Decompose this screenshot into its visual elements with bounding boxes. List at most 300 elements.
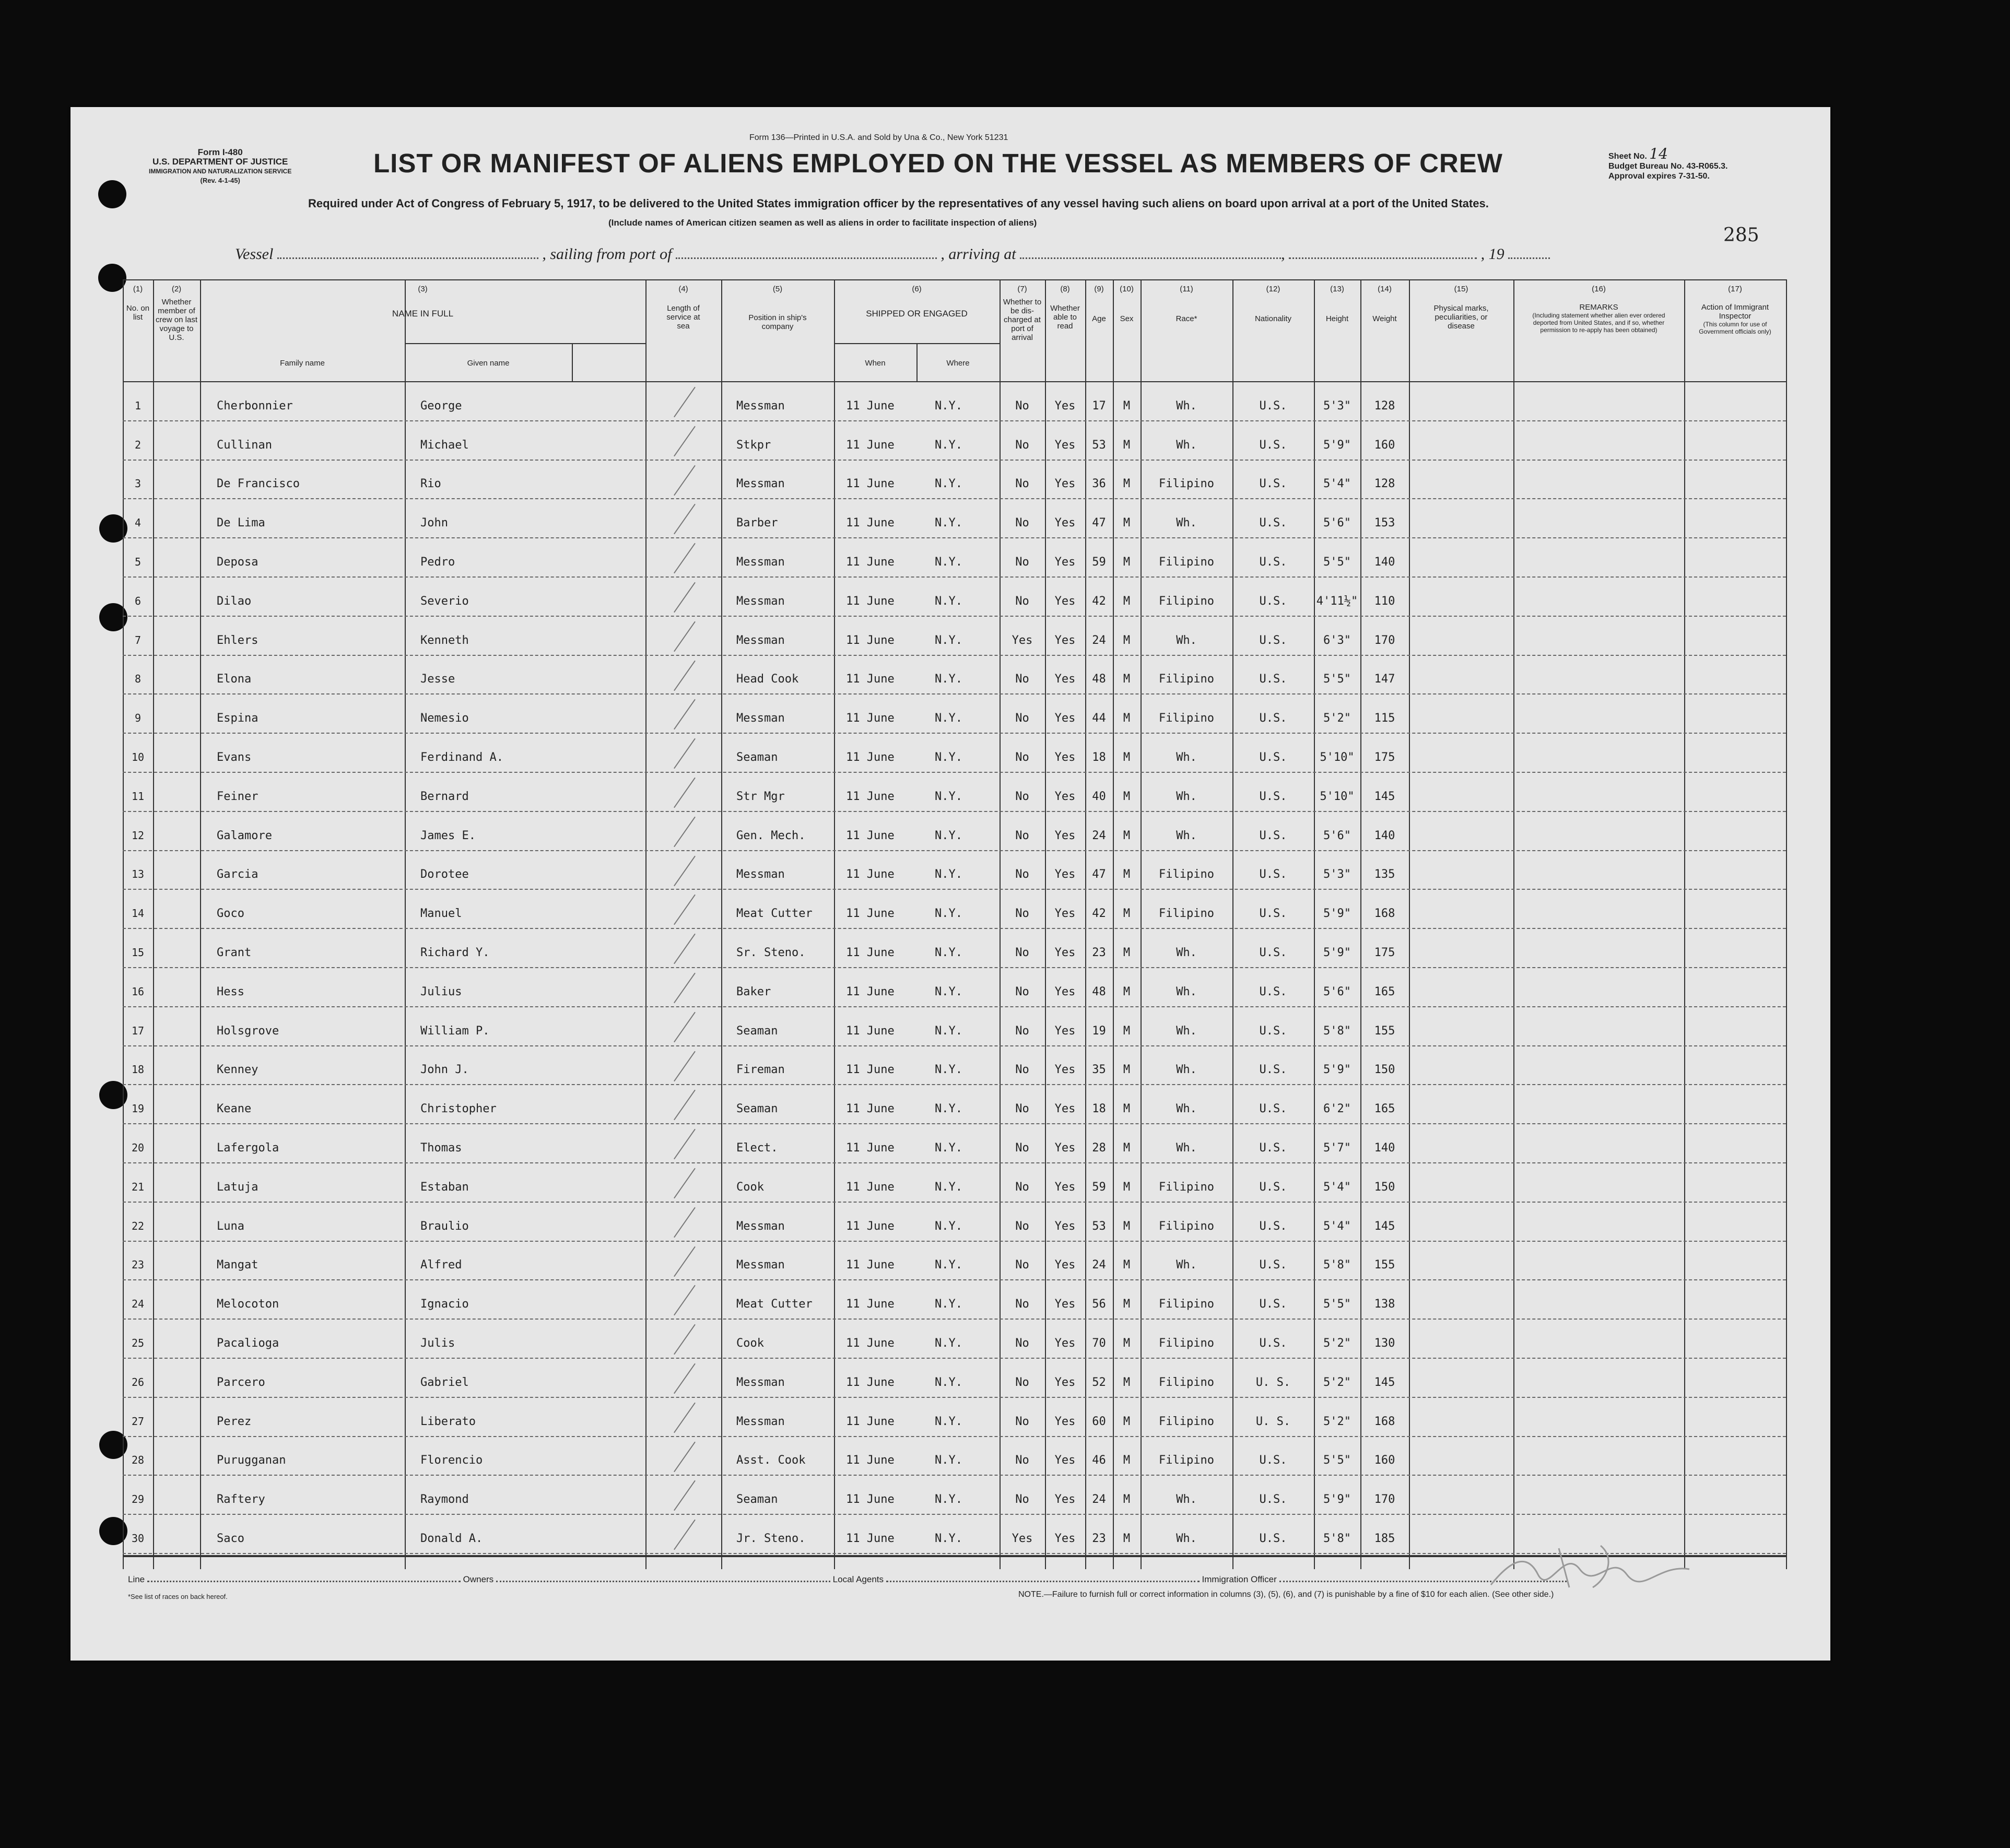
cell-family: Galamore bbox=[217, 829, 272, 842]
row-separator bbox=[123, 460, 1786, 461]
cell-discharged: No bbox=[1015, 790, 1029, 803]
cell-nationality: U.S. bbox=[1259, 1219, 1287, 1233]
cell-read: Yes bbox=[1054, 633, 1076, 647]
cell-nationality: U.S. bbox=[1259, 946, 1287, 959]
cell-no: 8 bbox=[134, 673, 142, 686]
cell-sex: M bbox=[1123, 1298, 1131, 1311]
cell-given: Estaban bbox=[420, 1180, 469, 1194]
cell-where: N.Y. bbox=[935, 1258, 962, 1272]
cell-sex: M bbox=[1123, 868, 1131, 881]
cell-read: Yes bbox=[1054, 594, 1076, 608]
cell-discharged: No bbox=[1015, 1375, 1029, 1389]
cell-where: N.Y. bbox=[935, 1024, 962, 1038]
cell-no: 16 bbox=[131, 985, 145, 998]
row-separator bbox=[123, 1084, 1786, 1085]
cell-age: 40 bbox=[1092, 790, 1106, 803]
cell-sex: M bbox=[1123, 790, 1131, 803]
cell-read: Yes bbox=[1054, 399, 1076, 413]
printer-line: Form 136—Printed in U.S.A. and Sold by Una & Co., New York 51231 bbox=[749, 133, 1008, 142]
cell-no: 11 bbox=[131, 790, 145, 803]
cell-race: Filipino bbox=[1159, 1298, 1214, 1311]
cell-read: Yes bbox=[1054, 712, 1076, 725]
cell-age: 24 bbox=[1092, 1258, 1106, 1272]
cell-discharged: No bbox=[1015, 1258, 1029, 1272]
cell-race: Filipino bbox=[1159, 594, 1214, 608]
cell-position: Messman bbox=[736, 399, 785, 413]
crew-table bbox=[123, 279, 1786, 1569]
cell-position: Messman bbox=[736, 1375, 785, 1389]
cell-discharged: No bbox=[1015, 1337, 1029, 1350]
row-separator bbox=[123, 850, 1786, 851]
cell-when: 11 June bbox=[846, 1337, 895, 1350]
cell-height: 6'3" bbox=[1323, 633, 1351, 647]
cell-sex: M bbox=[1123, 829, 1131, 842]
header-given-name: Given name bbox=[467, 359, 510, 368]
cell-given: Raymond bbox=[420, 1493, 469, 1506]
cell-position: Baker bbox=[736, 985, 771, 998]
cell-age: 28 bbox=[1092, 1141, 1106, 1155]
cell-no: 23 bbox=[131, 1258, 145, 1272]
cell-no: 24 bbox=[131, 1298, 145, 1311]
cell-no: 10 bbox=[131, 751, 145, 763]
cell-discharged: No bbox=[1015, 556, 1029, 569]
cell-sex: M bbox=[1123, 594, 1131, 608]
cell-where: N.Y. bbox=[935, 673, 962, 686]
cell-discharged: No bbox=[1015, 1219, 1029, 1233]
cell-read: Yes bbox=[1054, 907, 1076, 921]
cell-nationality: U.S. bbox=[1259, 751, 1287, 764]
cell-when: 11 June bbox=[846, 985, 895, 998]
cell-race: Wh. bbox=[1176, 1532, 1197, 1545]
cell-discharged: Yes bbox=[1012, 633, 1033, 647]
cell-read: Yes bbox=[1054, 1063, 1076, 1077]
cell-family: Mangat bbox=[217, 1258, 258, 1272]
cell-given: Manuel bbox=[420, 907, 462, 921]
cell-sex: M bbox=[1123, 1258, 1131, 1272]
cell-where: N.Y. bbox=[935, 1219, 962, 1233]
cell-where: N.Y. bbox=[935, 985, 962, 998]
cell-no: 15 bbox=[131, 946, 145, 959]
cell-sex: M bbox=[1123, 1532, 1131, 1545]
cell-position: Messman bbox=[736, 868, 785, 881]
cell-weight: 160 bbox=[1374, 438, 1395, 452]
cell-where: N.Y. bbox=[935, 946, 962, 959]
cell-read: Yes bbox=[1054, 516, 1076, 530]
cell-family: Cullinan bbox=[217, 438, 272, 452]
races-note: *See list of races on back hereof. bbox=[128, 1593, 228, 1600]
row-separator bbox=[123, 733, 1786, 734]
cell-where: N.Y. bbox=[935, 1102, 962, 1116]
cell-height: 5'10" bbox=[1320, 751, 1355, 764]
cell-sex: M bbox=[1123, 985, 1131, 998]
cell-age: 59 bbox=[1092, 1180, 1106, 1194]
cell-position: Meat Cutter bbox=[736, 1298, 813, 1311]
cell-position: Messman bbox=[736, 633, 785, 647]
cell-read: Yes bbox=[1054, 1024, 1076, 1038]
cell-when: 11 June bbox=[846, 1141, 895, 1155]
cell-position: Seaman bbox=[736, 751, 778, 764]
cell-race: Wh. bbox=[1176, 633, 1197, 647]
cell-age: 47 bbox=[1092, 516, 1106, 530]
cell-when: 11 June bbox=[846, 1375, 895, 1389]
cell-family: Cherbonnier bbox=[217, 399, 293, 413]
cell-age: 47 bbox=[1092, 868, 1106, 881]
cell-weight: 165 bbox=[1374, 1102, 1395, 1116]
cell-age: 18 bbox=[1092, 1102, 1106, 1116]
cell-sex: M bbox=[1123, 1180, 1131, 1194]
cell-position: Seaman bbox=[736, 1102, 778, 1116]
cell-age: 42 bbox=[1092, 594, 1106, 608]
cell-when: 11 June bbox=[846, 1258, 895, 1272]
cell-nationality: U.S. bbox=[1259, 556, 1287, 569]
cell-nationality: U.S. bbox=[1259, 1141, 1287, 1155]
cell-when: 11 June bbox=[846, 1180, 895, 1194]
cell-sex: M bbox=[1123, 907, 1131, 921]
cell-given: Severio bbox=[420, 594, 469, 608]
cell-when: 11 June bbox=[846, 1415, 895, 1428]
cell-height: 5'7" bbox=[1323, 1141, 1351, 1155]
cell-position: Messman bbox=[736, 556, 785, 569]
header-where: Where bbox=[946, 359, 970, 368]
service-tick-mark bbox=[674, 621, 696, 652]
cell-read: Yes bbox=[1054, 1415, 1076, 1428]
cell-nationality: U.S. bbox=[1259, 985, 1287, 998]
cell-sex: M bbox=[1123, 1102, 1131, 1116]
service-tick-mark bbox=[674, 660, 696, 690]
punch-hole bbox=[98, 264, 126, 292]
cell-race: Filipino bbox=[1159, 1454, 1214, 1467]
page-number: 285 bbox=[1723, 225, 1759, 246]
cell-read: Yes bbox=[1054, 1337, 1076, 1350]
service-tick-mark bbox=[674, 1520, 696, 1550]
cell-nationality: U.S. bbox=[1259, 594, 1287, 608]
cell-when: 11 June bbox=[846, 907, 895, 921]
cell-position: Seaman bbox=[736, 1493, 778, 1506]
cell-nationality: U.S. bbox=[1259, 1024, 1287, 1038]
cell-read: Yes bbox=[1054, 556, 1076, 569]
cell-height: 5'2" bbox=[1323, 1375, 1351, 1389]
cell-no: 22 bbox=[131, 1219, 145, 1232]
header-action: (17) Action of Immigrant Inspector (This column for use of Government officials only) bbox=[1699, 285, 1771, 335]
cell-given: Rio bbox=[420, 477, 441, 491]
cell-discharged: No bbox=[1015, 907, 1029, 921]
cell-sex: M bbox=[1123, 1415, 1131, 1428]
cell-no: 19 bbox=[131, 1102, 145, 1115]
cell-discharged: No bbox=[1015, 594, 1029, 608]
cell-height: 5'9" bbox=[1323, 1493, 1351, 1506]
cell-given: John bbox=[420, 516, 448, 530]
cell-family: Evans bbox=[217, 751, 252, 764]
cell-nationality: U. S. bbox=[1255, 1415, 1291, 1428]
cell-no: 28 bbox=[131, 1454, 145, 1467]
cell-race: Wh. bbox=[1176, 399, 1197, 413]
cell-discharged: No bbox=[1015, 438, 1029, 452]
cell-race: Wh. bbox=[1176, 1024, 1197, 1038]
cell-weight: 168 bbox=[1374, 907, 1395, 921]
row-separator bbox=[123, 1279, 1786, 1280]
cell-sex: M bbox=[1123, 516, 1131, 530]
service-tick-mark bbox=[674, 973, 696, 1003]
cell-race: Wh. bbox=[1176, 985, 1197, 998]
cell-nationality: U.S. bbox=[1259, 1258, 1287, 1272]
punch-hole bbox=[98, 180, 126, 208]
manifest-sheet bbox=[70, 107, 1830, 1661]
cell-no: 5 bbox=[134, 556, 142, 568]
cell-family: Feiner bbox=[217, 790, 258, 803]
cell-age: 48 bbox=[1092, 985, 1106, 998]
cell-age: 17 bbox=[1092, 399, 1106, 413]
header-discharged: (7) Whether to be dis-charged at port of arrival bbox=[1003, 285, 1042, 342]
cell-weight: 145 bbox=[1374, 1219, 1395, 1233]
cell-no: 9 bbox=[134, 712, 142, 725]
header-age: (9) Age bbox=[1092, 285, 1106, 323]
row-separator bbox=[123, 498, 1786, 499]
cell-family: De Francisco bbox=[217, 477, 300, 491]
sheet-number: 14 bbox=[1649, 145, 1668, 162]
cell-age: 60 bbox=[1092, 1415, 1106, 1428]
cell-position: Messman bbox=[736, 1258, 785, 1272]
cell-read: Yes bbox=[1054, 1532, 1076, 1545]
cell-no: 29 bbox=[131, 1493, 145, 1506]
cell-sex: M bbox=[1123, 477, 1131, 491]
cell-where: N.Y. bbox=[935, 477, 962, 491]
cell-discharged: No bbox=[1015, 829, 1029, 842]
cell-nationality: U.S. bbox=[1259, 1298, 1287, 1311]
cell-given: Alfred bbox=[420, 1258, 462, 1272]
cell-where: N.Y. bbox=[935, 438, 962, 452]
cell-nationality: U.S. bbox=[1259, 907, 1287, 921]
cell-weight: 135 bbox=[1374, 868, 1395, 881]
service-tick-mark bbox=[674, 894, 696, 925]
cell-age: 19 bbox=[1092, 1024, 1106, 1038]
cell-read: Yes bbox=[1054, 438, 1076, 452]
cell-where: N.Y. bbox=[935, 516, 962, 530]
cell-family: Grant bbox=[217, 946, 252, 959]
service-tick-mark bbox=[674, 1090, 696, 1120]
cell-height: 5'6" bbox=[1323, 985, 1351, 998]
cell-position: Messman bbox=[736, 594, 785, 608]
cell-when: 11 June bbox=[846, 790, 895, 803]
cell-read: Yes bbox=[1054, 790, 1076, 803]
cell-family: Melocoton bbox=[217, 1298, 279, 1311]
cell-weight: 140 bbox=[1374, 829, 1395, 842]
cell-position: Fireman bbox=[736, 1063, 785, 1077]
cell-discharged: No bbox=[1015, 868, 1029, 881]
cell-position: Gen. Mech. bbox=[736, 829, 806, 842]
cell-where: N.Y. bbox=[935, 751, 962, 764]
cell-family: Garcia bbox=[217, 868, 258, 881]
cell-height: 5'2" bbox=[1323, 1415, 1351, 1428]
cell-family: Saco bbox=[217, 1532, 244, 1545]
cell-discharged: No bbox=[1015, 477, 1029, 491]
cell-height: 5'5" bbox=[1323, 1454, 1351, 1467]
cell-where: N.Y. bbox=[935, 1415, 962, 1428]
row-separator bbox=[123, 1202, 1786, 1203]
cell-position: Cook bbox=[736, 1180, 764, 1194]
include-note: (Include names of American citizen seamen as well as aliens in order to facilitate inspection of aliens) bbox=[608, 218, 1037, 228]
cell-position: Elect. bbox=[736, 1141, 778, 1155]
cell-where: N.Y. bbox=[935, 1298, 962, 1311]
row-separator bbox=[123, 1358, 1786, 1359]
cell-age: 53 bbox=[1092, 1219, 1106, 1233]
cell-age: 70 bbox=[1092, 1337, 1106, 1350]
cell-age: 24 bbox=[1092, 829, 1106, 842]
cell-when: 11 June bbox=[846, 1493, 895, 1506]
header-last-voyage: (2) Whether member of crew on last voyage to U.S. bbox=[155, 285, 198, 342]
cell-read: Yes bbox=[1054, 1493, 1076, 1506]
cell-position: Messman bbox=[736, 712, 785, 725]
cell-no: 7 bbox=[134, 633, 142, 646]
cell-weight: 115 bbox=[1374, 712, 1395, 725]
cell-race: Wh. bbox=[1176, 1493, 1197, 1506]
cell-where: N.Y. bbox=[935, 1375, 962, 1389]
cell-position: Str Mgr bbox=[736, 790, 785, 803]
cell-race: Filipino bbox=[1159, 1375, 1214, 1389]
cell-sex: M bbox=[1123, 751, 1131, 764]
cell-discharged: No bbox=[1015, 516, 1029, 530]
cell-when: 11 June bbox=[846, 1063, 895, 1077]
header-nationality: (12) Nationality bbox=[1254, 285, 1292, 323]
cell-discharged: No bbox=[1015, 673, 1029, 686]
cell-given: Nemesio bbox=[420, 712, 469, 725]
cell-family: Purugganan bbox=[217, 1454, 286, 1467]
cell-no: 13 bbox=[131, 868, 145, 881]
cell-given: Richard Y. bbox=[420, 946, 490, 959]
cell-age: 23 bbox=[1092, 1532, 1106, 1545]
cell-weight: 150 bbox=[1374, 1063, 1395, 1077]
cell-family: Latuja bbox=[217, 1180, 258, 1194]
cell-read: Yes bbox=[1054, 1375, 1076, 1389]
header-name: (3) NAME IN FULL bbox=[392, 285, 454, 319]
cell-when: 11 June bbox=[846, 712, 895, 725]
cell-height: 5'9" bbox=[1323, 946, 1351, 959]
cell-no: 12 bbox=[131, 829, 145, 842]
cell-nationality: U. S. bbox=[1255, 1375, 1291, 1389]
cell-family: Kenney bbox=[217, 1063, 258, 1077]
cell-nationality: U.S. bbox=[1259, 633, 1287, 647]
cell-family: Holsgrove bbox=[217, 1024, 279, 1038]
cell-nationality: U.S. bbox=[1259, 790, 1287, 803]
service-tick-mark bbox=[674, 465, 696, 495]
header-height: (13) Height bbox=[1325, 285, 1349, 323]
cell-given: Pedro bbox=[420, 556, 455, 569]
cell-nationality: U.S. bbox=[1259, 1337, 1287, 1350]
row-separator bbox=[123, 1045, 1786, 1046]
cell-age: 59 bbox=[1092, 556, 1106, 569]
cell-height: 5'5" bbox=[1323, 1298, 1351, 1311]
header-when: When bbox=[865, 359, 886, 368]
cell-age: 42 bbox=[1092, 907, 1106, 921]
header-shipped: (6) SHIPPED OR ENGAGED bbox=[866, 285, 968, 319]
cell-when: 11 June bbox=[846, 556, 895, 569]
header-length-service: (4) Length of service at sea bbox=[666, 285, 700, 331]
row-separator bbox=[123, 576, 1786, 578]
cell-read: Yes bbox=[1054, 868, 1076, 881]
cell-no: 26 bbox=[131, 1375, 145, 1388]
cell-when: 11 June bbox=[846, 1298, 895, 1311]
cell-no: 21 bbox=[131, 1180, 145, 1193]
cell-height: 5'4" bbox=[1323, 1180, 1351, 1194]
cell-race: Wh. bbox=[1176, 516, 1197, 530]
cell-when: 11 June bbox=[846, 868, 895, 881]
cell-position: Barber bbox=[736, 516, 778, 530]
cell-nationality: U.S. bbox=[1259, 477, 1287, 491]
cell-height: 5'4" bbox=[1323, 477, 1351, 491]
header-family-name: Family name bbox=[280, 359, 325, 368]
cell-weight: 145 bbox=[1374, 790, 1395, 803]
cell-given: Thomas bbox=[420, 1141, 462, 1155]
cell-given: Christopher bbox=[420, 1102, 497, 1116]
cell-height: 5'5" bbox=[1323, 673, 1351, 686]
cell-nationality: U.S. bbox=[1259, 712, 1287, 725]
cell-where: N.Y. bbox=[935, 1141, 962, 1155]
service-tick-mark bbox=[674, 1012, 696, 1042]
header-sex: (10) Sex bbox=[1120, 285, 1134, 323]
cell-weight: 150 bbox=[1374, 1180, 1395, 1194]
cell-family: Espina bbox=[217, 712, 258, 725]
cell-when: 11 June bbox=[846, 829, 895, 842]
cell-discharged: No bbox=[1015, 1415, 1029, 1428]
cell-family: Pacalioga bbox=[217, 1337, 279, 1350]
cell-race: Filipino bbox=[1159, 907, 1214, 921]
cell-weight: 153 bbox=[1374, 516, 1395, 530]
cell-age: 24 bbox=[1092, 1493, 1106, 1506]
cell-sex: M bbox=[1123, 438, 1131, 452]
cell-height: 4'11½" bbox=[1316, 594, 1358, 608]
service-tick-mark bbox=[674, 1403, 696, 1433]
cell-sex: M bbox=[1123, 1493, 1131, 1506]
cell-age: 48 bbox=[1092, 673, 1106, 686]
cell-family: Goco bbox=[217, 907, 244, 921]
cell-race: Filipino bbox=[1159, 477, 1214, 491]
cell-discharged: No bbox=[1015, 1063, 1029, 1077]
row-separator bbox=[123, 420, 1786, 421]
cell-height: 5'8" bbox=[1323, 1532, 1351, 1545]
cell-weight: 140 bbox=[1374, 556, 1395, 569]
cell-discharged: No bbox=[1015, 751, 1029, 764]
cell-sex: M bbox=[1123, 556, 1131, 569]
cell-no: 25 bbox=[131, 1337, 145, 1349]
cell-position: Stkpr bbox=[736, 438, 771, 452]
cell-sex: M bbox=[1123, 673, 1131, 686]
service-tick-mark bbox=[674, 504, 696, 534]
service-tick-mark bbox=[674, 1051, 696, 1081]
row-separator bbox=[123, 1397, 1786, 1398]
cell-weight: 165 bbox=[1374, 985, 1395, 998]
cell-where: N.Y. bbox=[935, 594, 962, 608]
cell-weight: 145 bbox=[1374, 1375, 1395, 1389]
cell-weight: 160 bbox=[1374, 1454, 1395, 1467]
service-tick-mark bbox=[674, 778, 696, 808]
cell-nationality: U.S. bbox=[1259, 868, 1287, 881]
cell-nationality: U.S. bbox=[1259, 1454, 1287, 1467]
cell-given: George bbox=[420, 399, 462, 413]
service-tick-mark bbox=[674, 817, 696, 847]
row-separator bbox=[123, 1436, 1786, 1437]
cell-race: Filipino bbox=[1159, 1219, 1214, 1233]
cell-read: Yes bbox=[1054, 1258, 1076, 1272]
cell-no: 3 bbox=[134, 477, 142, 490]
cell-discharged: No bbox=[1015, 399, 1029, 413]
cell-age: 23 bbox=[1092, 946, 1106, 959]
service-tick-mark bbox=[674, 1441, 696, 1472]
cell-position: Messman bbox=[736, 477, 785, 491]
cell-discharged: No bbox=[1015, 1102, 1029, 1116]
cell-given: Julis bbox=[420, 1337, 455, 1350]
cell-age: 53 bbox=[1092, 438, 1106, 452]
cell-no: 2 bbox=[134, 438, 142, 451]
cell-nationality: U.S. bbox=[1259, 438, 1287, 452]
